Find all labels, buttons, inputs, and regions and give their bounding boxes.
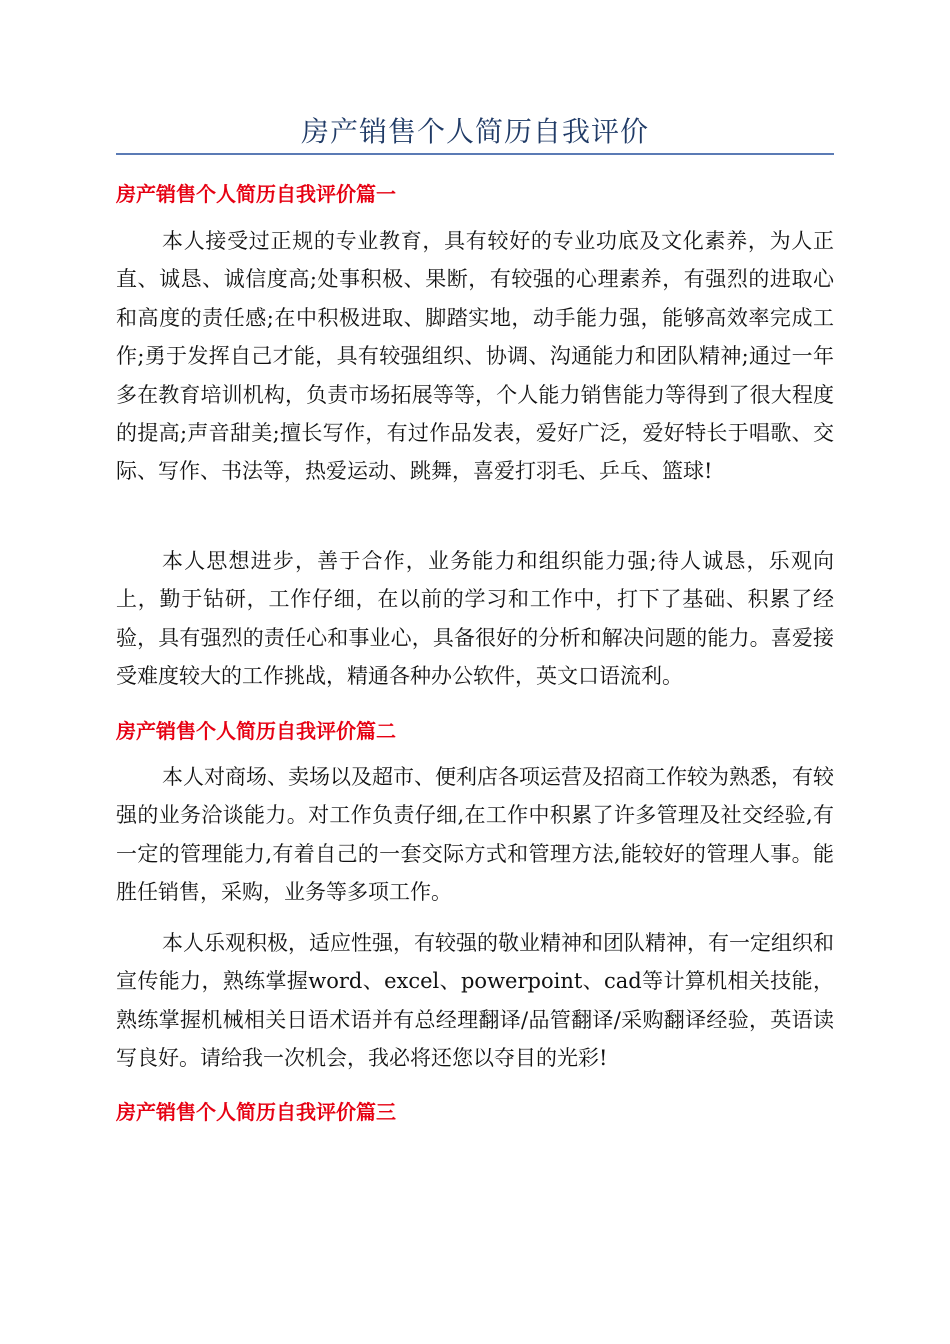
section-heading-1: 房产销售个人简历自我评价篇一 <box>116 182 396 206</box>
section-1-paragraph-1: 本人接受过正规的专业教育，具有较好的专业功底及文化素养，为人正直、诚恳、诚信度高;处事积极、果断，有较强的心理素养，有强烈的进取心和高度的责任感;在中积极进取、脚踏实地，动手能力强，能够高效率完成工作;勇于发挥自己才能，具有较强组织、协调、沟通能力和团队精神;通过一年多在教育培训机构，负责市场拓展等等，个人能力销售能力等得到了很大程度的提高;声音甜美;擅长写作，有过作品发表，爱好广泛，爱好特长于唱歌、交际、写作、书法等，热爱运动、跳舞，喜爱打羽毛、乒乓、篮球! <box>116 229 834 484</box>
section-2-paragraph-1: 本人对商场、卖场以及超市、便利店各项运营及招商工作较为熟悉，有较强的业务洽谈能力。对工作负责仔细,在工作中积累了许多管理及社交经验,有一定的管理能力,有着自己的一套交际方式和管理方法,能较好的管理人事。能胜任销售，采购，业务等多项工作。 <box>116 765 834 905</box>
section-heading-3: 房产销售个人简历自我评价篇三 <box>116 1100 396 1124</box>
title-divider <box>116 153 834 155</box>
section-2-paragraph-2: 本人乐观积极，适应性强，有较强的敬业精神和团队精神，有一定组织和宣传能力，熟练掌握word、excel、powerpoint、cad等计算机相关技能，熟练掌握机械相关日语术语并有总经理翻译/品管翻译/采购翻译经验，英语读写良好。请给我一次机会，我必将还您以夺目的光彩! <box>116 931 834 1071</box>
document-title: 房产销售个人简历自我评价 <box>300 115 649 148</box>
section-1-paragraph-2: 本人思想进步，善于合作，业务能力和组织能力强;待人诚恳，乐观向上，勤于钻研，工作仔细，在以前的学习和工作中，打下了基础、积累了经验，具有强烈的责任心和事业心，具备很好的分析和解决问题的能力。喜爱接受难度较大的工作挑战，精通各种办公软件，英文口语流利。 <box>116 549 834 689</box>
section-heading-2: 房产销售个人简历自我评价篇二 <box>116 719 396 743</box>
